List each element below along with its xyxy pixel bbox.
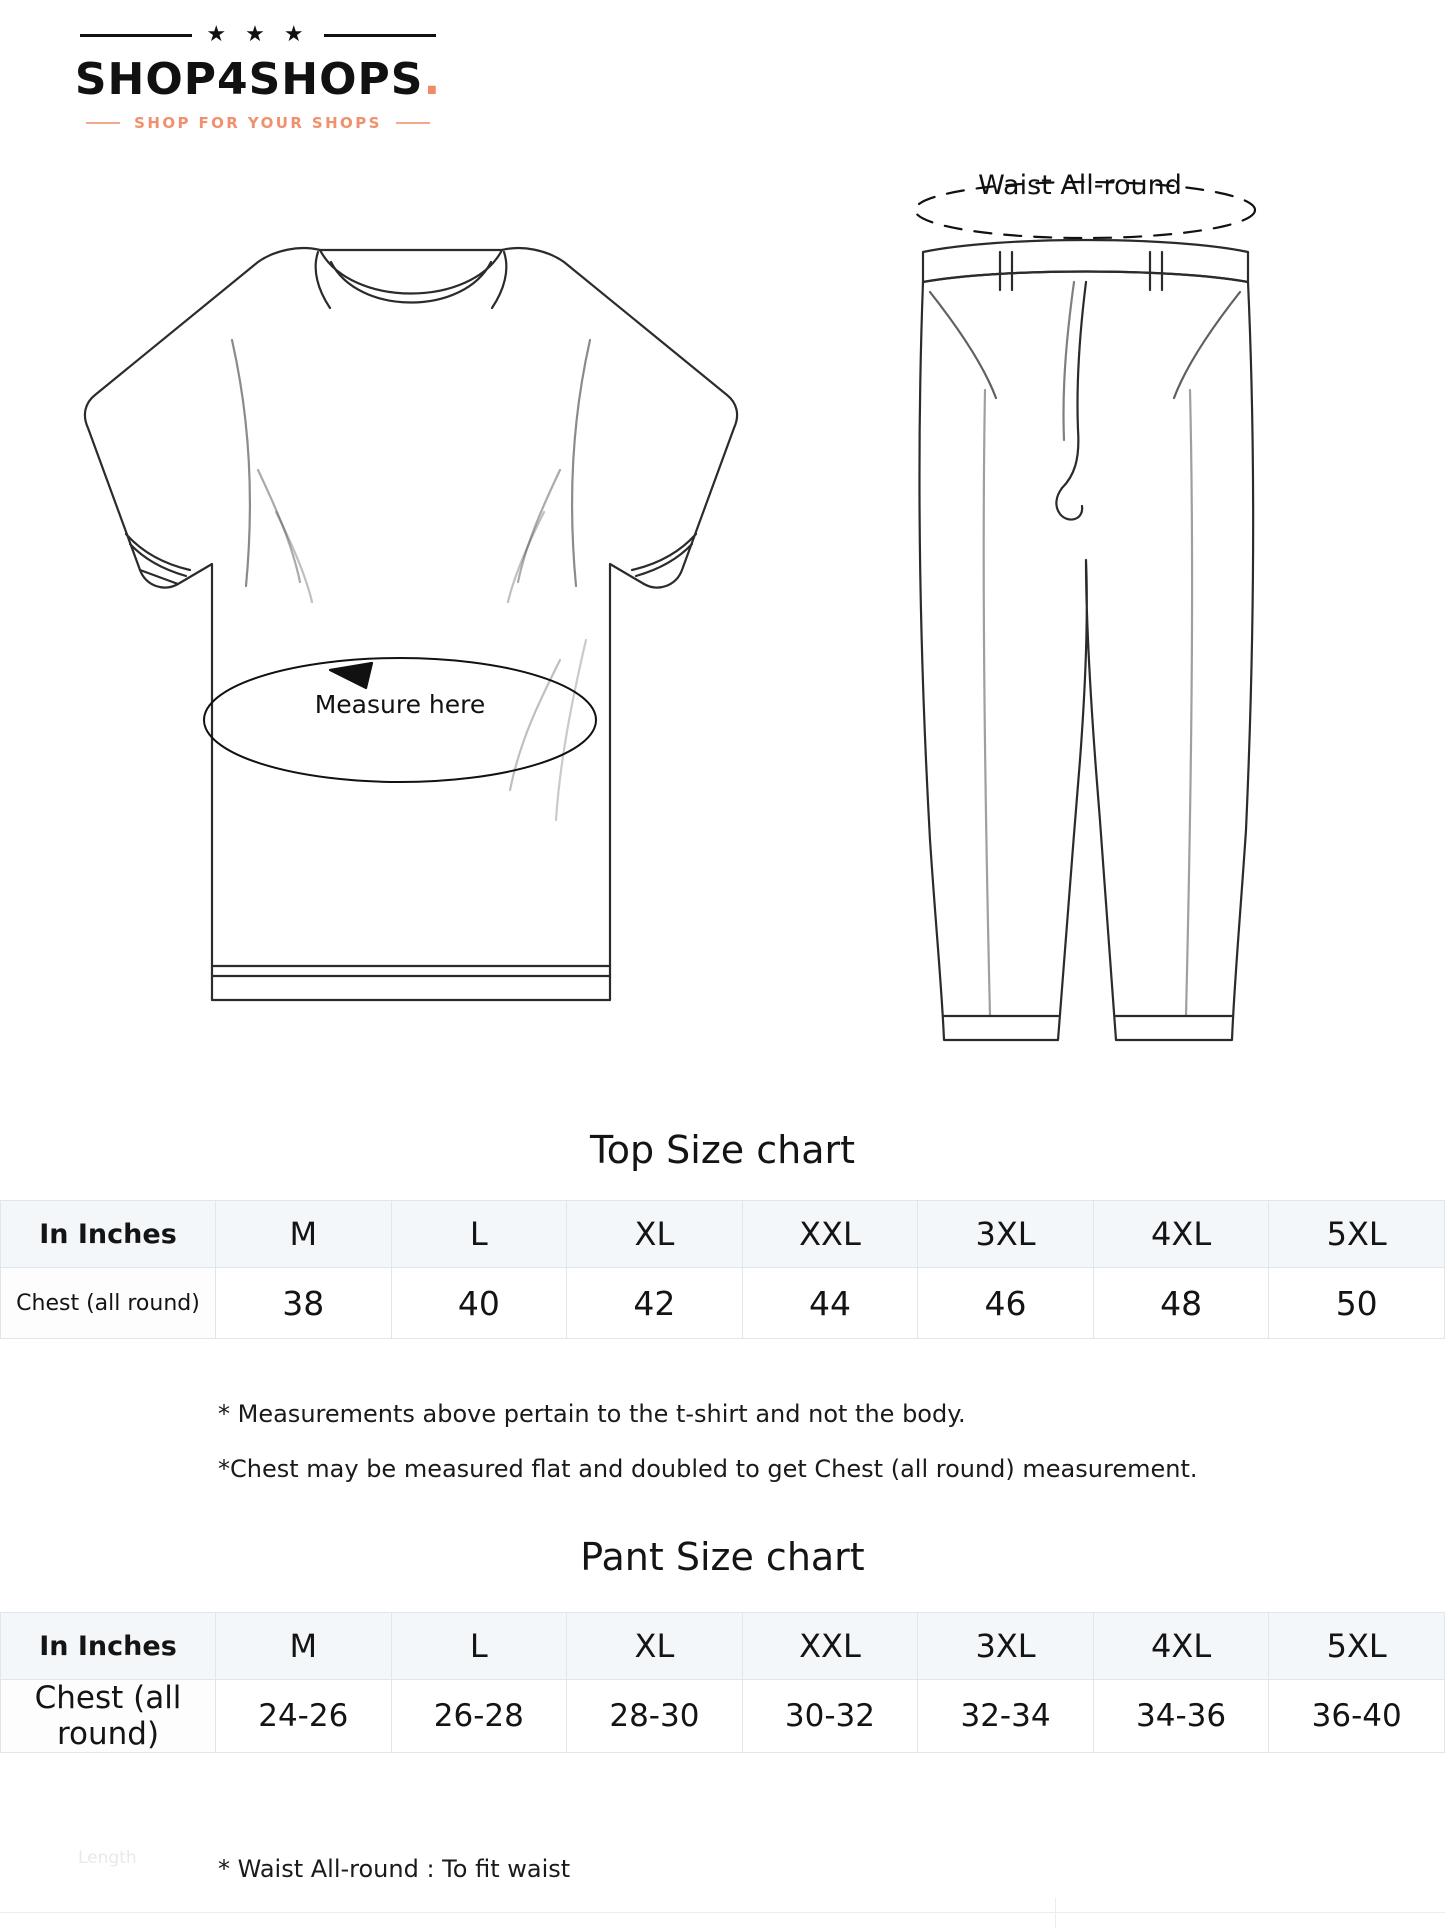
header-cell-5xl: 5XL bbox=[1269, 1201, 1445, 1268]
table-header-row bbox=[1, 1613, 1445, 1680]
tagline-rule-right bbox=[396, 122, 430, 124]
header-cell-xxl: XXL bbox=[742, 1613, 918, 1680]
cell-waist-l: 26-28 bbox=[391, 1680, 567, 1753]
header-cell-xl: XL bbox=[567, 1613, 743, 1680]
pant-size-chart-title: Pant Size chart bbox=[580, 1535, 865, 1579]
logo-stars-row bbox=[48, 18, 468, 52]
cell-waist-xxl: 30-32 bbox=[742, 1680, 918, 1753]
logo-wordmark-dot: . bbox=[423, 54, 442, 105]
tagline-rule-left bbox=[86, 122, 120, 124]
pant-size-chart-table bbox=[0, 1612, 1445, 1753]
top-chart-note-2: *Chest may be measured flat and doubled to get Chest (all round) measurement. bbox=[218, 1455, 1198, 1483]
cell-waist-m: 24-26 bbox=[216, 1680, 392, 1753]
top-chart-note-1: * Measurements above pertain to the t-shirt and not the body. bbox=[218, 1400, 966, 1428]
logo-wordmark-text: SHOP4SHOPS bbox=[74, 54, 424, 105]
cell-waist-5xl: 36-40 bbox=[1269, 1680, 1445, 1753]
header-cell-xxl: XXL bbox=[742, 1201, 918, 1268]
illustration-area bbox=[0, 140, 1445, 1140]
bottom-divider bbox=[0, 1912, 1445, 1913]
cell-chest-5xl: 50 bbox=[1269, 1268, 1445, 1339]
table-row bbox=[1, 1680, 1445, 1753]
cell-chest-xxl: 44 bbox=[742, 1268, 918, 1339]
logo-rule-left bbox=[80, 34, 192, 37]
logo-tagline-row bbox=[48, 114, 468, 132]
garment-illustrations bbox=[0, 140, 1445, 1140]
cell-waist-3xl: 32-34 bbox=[918, 1680, 1094, 1753]
header-cell-4xl: 4XL bbox=[1093, 1201, 1269, 1268]
row-label-chest: Chest (all round) bbox=[1, 1680, 216, 1753]
stars-icon: ★ ★ ★ bbox=[206, 22, 310, 47]
header-cell-3xl: 3XL bbox=[918, 1613, 1094, 1680]
header-cell-unit: In Inches bbox=[1, 1613, 216, 1680]
header-cell-m: M bbox=[216, 1613, 392, 1680]
logo-wordmark bbox=[48, 56, 468, 104]
bottom-divider-segment bbox=[1055, 1898, 1056, 1928]
top-size-chart-table bbox=[0, 1200, 1445, 1339]
waist-measure-label: Waist All-round bbox=[978, 170, 1182, 201]
cell-waist-4xl: 34-36 bbox=[1093, 1680, 1269, 1753]
header-cell-xl: XL bbox=[567, 1201, 743, 1268]
header-cell-unit: In Inches bbox=[1, 1201, 216, 1268]
pant-illustration bbox=[915, 182, 1255, 1040]
cell-chest-l: 40 bbox=[391, 1268, 567, 1339]
pant-chart-note-1: * Waist All-round : To fit waist bbox=[218, 1855, 571, 1883]
chest-measure-label: Measure here bbox=[314, 690, 486, 719]
row-label-chest: Chest (all round) bbox=[1, 1268, 216, 1339]
logo-tagline: SHOP FOR YOUR SHOPS bbox=[134, 114, 382, 133]
tshirt-illustration bbox=[85, 248, 737, 1000]
cell-chest-3xl: 46 bbox=[918, 1268, 1094, 1339]
cell-chest-xl: 42 bbox=[567, 1268, 743, 1339]
top-size-chart-title: Top Size chart bbox=[589, 1128, 856, 1172]
table-row bbox=[1, 1268, 1445, 1339]
cell-waist-xl: 28-30 bbox=[567, 1680, 743, 1753]
cell-chest-4xl: 48 bbox=[1093, 1268, 1269, 1339]
table-header-row bbox=[1, 1201, 1445, 1268]
header-cell-4xl: 4XL bbox=[1093, 1613, 1269, 1680]
logo-rule-right bbox=[324, 34, 436, 37]
header-cell-l: L bbox=[391, 1613, 567, 1680]
header-cell-l: L bbox=[391, 1201, 567, 1268]
header-cell-5xl: 5XL bbox=[1269, 1613, 1445, 1680]
header-cell-3xl: 3XL bbox=[918, 1201, 1094, 1268]
faint-length-text: Length bbox=[78, 1848, 137, 1868]
cell-chest-m: 38 bbox=[216, 1268, 392, 1339]
brand-logo bbox=[48, 18, 468, 132]
header-cell-m: M bbox=[216, 1201, 392, 1268]
